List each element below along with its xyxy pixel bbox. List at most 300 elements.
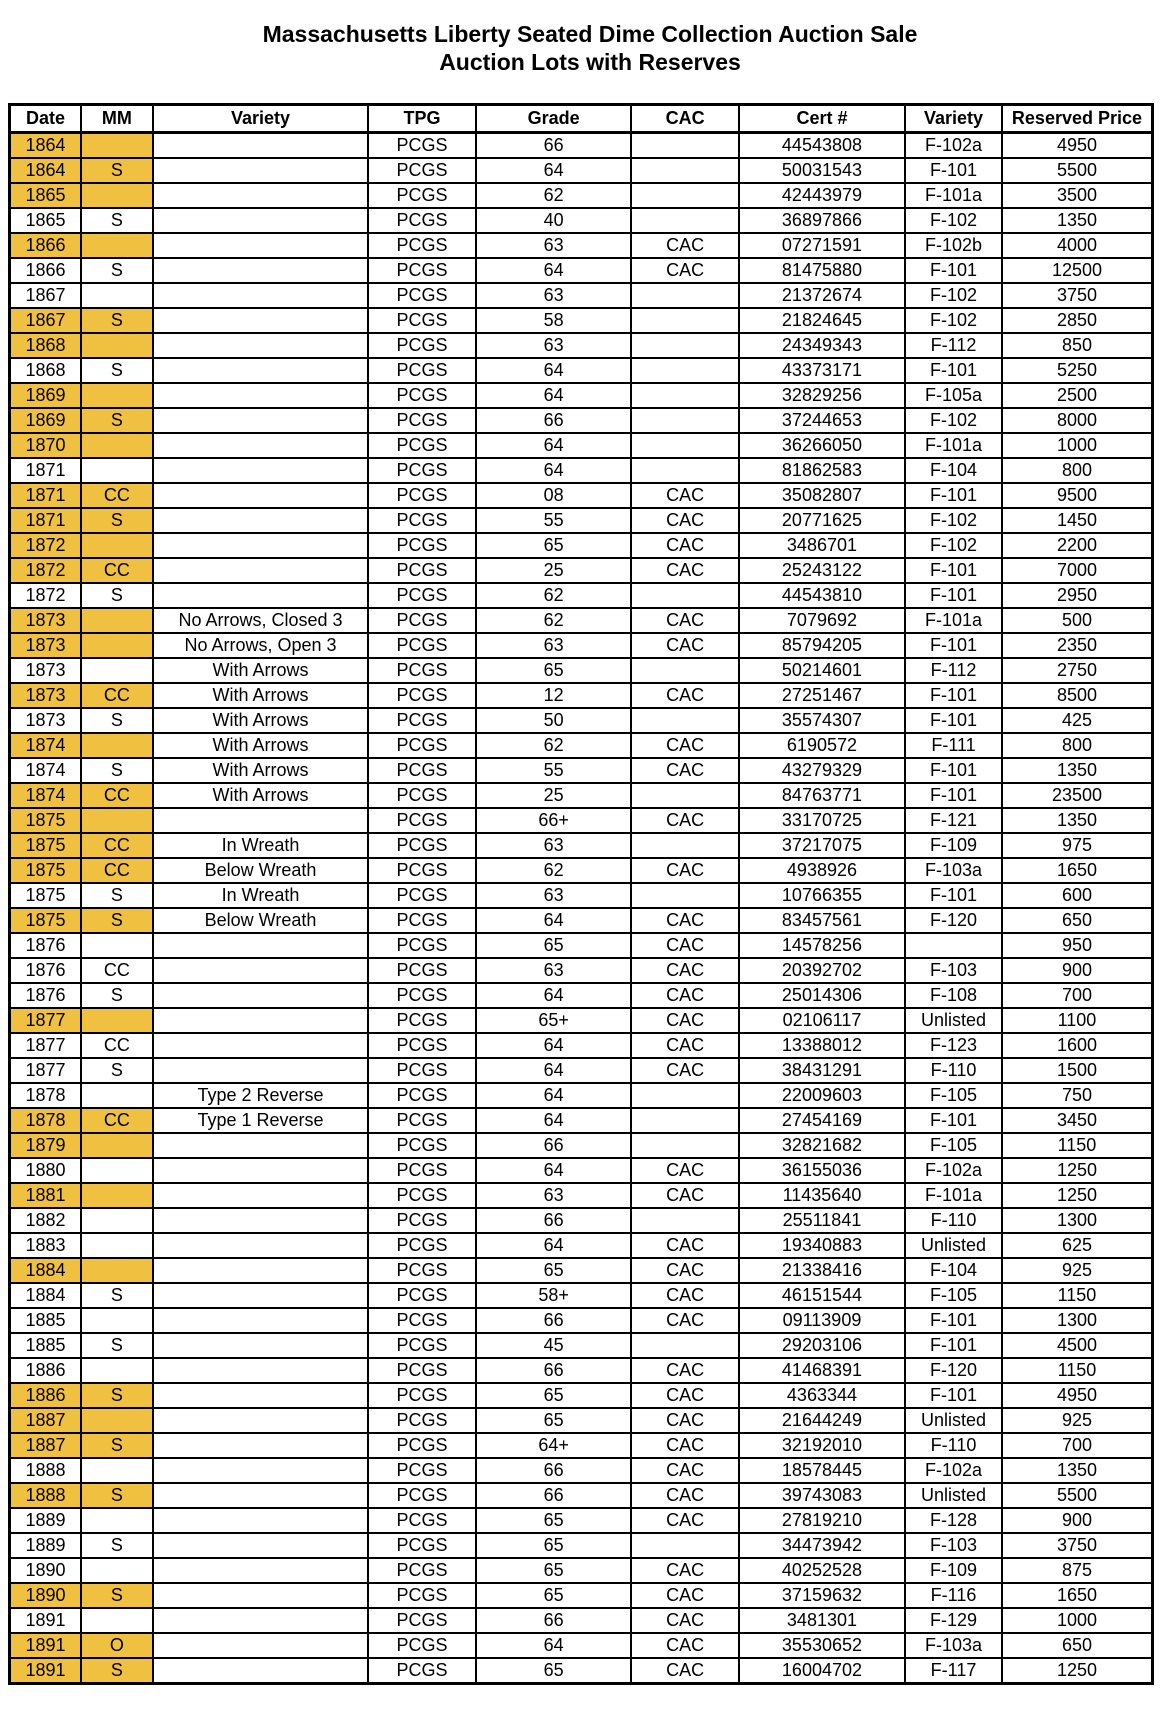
table-row <box>10 1158 1153 1183</box>
cell-mint-mark <box>81 1358 153 1383</box>
cell-variety <box>153 1458 369 1483</box>
table-row <box>10 1583 1153 1608</box>
cell-cac: CAC <box>631 1358 738 1383</box>
cell-date: 1883 <box>10 1233 82 1258</box>
cell-reserved-price: 750 <box>1002 1083 1153 1108</box>
cell-grade: 50 <box>476 708 632 733</box>
cell-grade: 65 <box>476 1258 632 1283</box>
cell-cac <box>631 1083 738 1108</box>
cell-date: 1873 <box>10 683 82 708</box>
cell-cac <box>631 383 738 408</box>
cell-date: 1876 <box>10 983 82 1008</box>
cell-mint-mark <box>81 1408 153 1433</box>
cell-date: 1869 <box>10 383 82 408</box>
cell-fortin-variety: F-101 <box>905 633 1002 658</box>
cell-cert-number: 27819210 <box>739 1508 905 1533</box>
cell-tpg: PCGS <box>368 1158 475 1183</box>
cell-cac: CAC <box>631 533 738 558</box>
cell-fortin-variety: F-109 <box>905 1558 1002 1583</box>
table-row <box>10 1058 1153 1083</box>
header-date: Date <box>10 105 82 133</box>
cell-mint-mark: S <box>81 158 153 183</box>
cell-grade: 55 <box>476 508 632 533</box>
cell-variety <box>153 233 369 258</box>
cell-mint-mark <box>81 283 153 308</box>
cell-variety <box>153 533 369 558</box>
cell-date: 1871 <box>10 508 82 533</box>
cell-variety <box>153 808 369 833</box>
cell-cac: CAC <box>631 508 738 533</box>
cell-date: 1869 <box>10 408 82 433</box>
cell-tpg: PCGS <box>368 1058 475 1083</box>
cell-cac: CAC <box>631 933 738 958</box>
cell-mint-mark <box>81 1258 153 1283</box>
table-row <box>10 708 1153 733</box>
cell-reserved-price: 1450 <box>1002 508 1153 533</box>
cell-mint-mark: S <box>81 883 153 908</box>
header-fortin-variety: Variety <box>905 105 1002 133</box>
table-row <box>10 433 1153 458</box>
cell-variety: With Arrows <box>153 708 369 733</box>
cell-cert-number: 4938926 <box>739 858 905 883</box>
cell-reserved-price: 2950 <box>1002 583 1153 608</box>
cell-cac <box>631 708 738 733</box>
table-row <box>10 533 1153 558</box>
cell-fortin-variety: F-102 <box>905 533 1002 558</box>
cell-variety: No Arrows, Open 3 <box>153 633 369 658</box>
cell-fortin-variety: Unlisted <box>905 1233 1002 1258</box>
table-row <box>10 408 1153 433</box>
cell-date: 1874 <box>10 783 82 808</box>
cell-cac <box>631 183 738 208</box>
cell-grade: 65 <box>476 533 632 558</box>
cell-cert-number: 21372674 <box>739 283 905 308</box>
cell-cac: CAC <box>631 958 738 983</box>
cell-cert-number: 27454169 <box>739 1108 905 1133</box>
cell-mint-mark: S <box>81 258 153 283</box>
cell-reserved-price: 3750 <box>1002 1533 1153 1558</box>
cell-tpg: PCGS <box>368 1008 475 1033</box>
cell-date: 1890 <box>10 1558 82 1583</box>
header-tpg: TPG <box>368 105 475 133</box>
cell-date: 1872 <box>10 533 82 558</box>
table-row <box>10 1008 1153 1033</box>
cell-cac <box>631 408 738 433</box>
cell-reserved-price: 1000 <box>1002 433 1153 458</box>
cell-variety <box>153 558 369 583</box>
cell-mint-mark <box>81 808 153 833</box>
cell-cac: CAC <box>631 758 738 783</box>
cell-reserved-price: 12500 <box>1002 258 1153 283</box>
cell-reserved-price: 800 <box>1002 733 1153 758</box>
cell-tpg: PCGS <box>368 1433 475 1458</box>
cell-tpg: PCGS <box>368 933 475 958</box>
cell-date: 1882 <box>10 1208 82 1233</box>
cell-variety: With Arrows <box>153 683 369 708</box>
cell-date: 1890 <box>10 1583 82 1608</box>
cell-grade: 63 <box>476 883 632 908</box>
cell-date: 1872 <box>10 558 82 583</box>
cell-date: 1880 <box>10 1158 82 1183</box>
cell-variety <box>153 408 369 433</box>
cell-fortin-variety: F-102 <box>905 208 1002 233</box>
cell-date: 1887 <box>10 1433 82 1458</box>
cell-cert-number: 37244653 <box>739 408 905 433</box>
cell-tpg: PCGS <box>368 633 475 658</box>
table-row <box>10 608 1153 633</box>
cell-grade: 64 <box>476 983 632 1008</box>
table-row <box>10 1333 1153 1358</box>
table-row <box>10 208 1153 233</box>
cell-cert-number: 44543810 <box>739 583 905 608</box>
cell-date: 1866 <box>10 258 82 283</box>
cell-reserved-price: 3750 <box>1002 283 1153 308</box>
cell-variety: Below Wreath <box>153 858 369 883</box>
cell-tpg: PCGS <box>368 1108 475 1133</box>
cell-grade: 63 <box>476 958 632 983</box>
table-row <box>10 1558 1153 1583</box>
cell-date: 1871 <box>10 458 82 483</box>
cell-cac <box>631 1108 738 1133</box>
cell-cac <box>631 333 738 358</box>
cell-date: 1884 <box>10 1283 82 1308</box>
cell-grade: 64 <box>476 1108 632 1133</box>
cell-tpg: PCGS <box>368 433 475 458</box>
cell-grade: 62 <box>476 858 632 883</box>
table-row <box>10 333 1153 358</box>
cell-reserved-price: 1500 <box>1002 1058 1153 1083</box>
cell-reserved-price: 900 <box>1002 958 1153 983</box>
cell-cac: CAC <box>631 733 738 758</box>
cell-variety <box>153 1483 369 1508</box>
cell-date: 1876 <box>10 958 82 983</box>
cell-variety <box>153 283 369 308</box>
cell-cert-number: 22009603 <box>739 1083 905 1108</box>
cell-cac: CAC <box>631 258 738 283</box>
cell-reserved-price: 925 <box>1002 1408 1153 1433</box>
cell-variety: With Arrows <box>153 758 369 783</box>
cell-fortin-variety: F-101 <box>905 1383 1002 1408</box>
cell-variety <box>153 333 369 358</box>
header-cert-number: Cert # <box>739 105 905 133</box>
cell-date: 1887 <box>10 1408 82 1433</box>
cell-cert-number: 14578256 <box>739 933 905 958</box>
cell-fortin-variety: F-123 <box>905 1033 1002 1058</box>
cell-variety <box>153 983 369 1008</box>
cell-tpg: PCGS <box>368 308 475 333</box>
cell-reserved-price: 975 <box>1002 833 1153 858</box>
cell-grade: 65 <box>476 658 632 683</box>
cell-tpg: PCGS <box>368 333 475 358</box>
cell-date: 1889 <box>10 1508 82 1533</box>
cell-fortin-variety: F-101 <box>905 358 1002 383</box>
table-row <box>10 983 1153 1008</box>
table-row <box>10 1658 1153 1684</box>
cell-mint-mark: CC <box>81 683 153 708</box>
cell-cert-number: 21644249 <box>739 1408 905 1433</box>
cell-cac <box>631 158 738 183</box>
table-row <box>10 583 1153 608</box>
cell-reserved-price: 650 <box>1002 1633 1153 1658</box>
cell-date: 1884 <box>10 1258 82 1283</box>
cell-tpg: PCGS <box>368 983 475 1008</box>
cell-reserved-price: 700 <box>1002 1433 1153 1458</box>
cell-date: 1888 <box>10 1458 82 1483</box>
cell-variety <box>153 1308 369 1333</box>
cell-date: 1867 <box>10 283 82 308</box>
table-row <box>10 1208 1153 1233</box>
cell-tpg: PCGS <box>368 1658 475 1684</box>
cell-tpg: PCGS <box>368 1333 475 1358</box>
cell-fortin-variety: F-101 <box>905 683 1002 708</box>
cell-cert-number: 32192010 <box>739 1433 905 1458</box>
cell-reserved-price: 2200 <box>1002 533 1153 558</box>
cell-cac: CAC <box>631 1183 738 1208</box>
cell-cert-number: 43279329 <box>739 758 905 783</box>
cell-fortin-variety: F-101a <box>905 433 1002 458</box>
cell-fortin-variety: F-101 <box>905 558 1002 583</box>
table-row <box>10 958 1153 983</box>
table-row <box>10 1383 1153 1408</box>
cell-grade: 66 <box>476 133 632 159</box>
cell-cert-number: 24349343 <box>739 333 905 358</box>
cell-tpg: PCGS <box>368 558 475 583</box>
cell-tpg: PCGS <box>368 1283 475 1308</box>
cell-mint-mark: S <box>81 983 153 1008</box>
cell-date: 1874 <box>10 733 82 758</box>
cell-grade: 25 <box>476 558 632 583</box>
cell-tpg: PCGS <box>368 383 475 408</box>
cell-cert-number: 50031543 <box>739 158 905 183</box>
cell-cac <box>631 283 738 308</box>
cell-cert-number: 32829256 <box>739 383 905 408</box>
cell-fortin-variety: Unlisted <box>905 1483 1002 1508</box>
cell-mint-mark <box>81 1083 153 1108</box>
cell-mint-mark: S <box>81 358 153 383</box>
cell-tpg: PCGS <box>368 783 475 808</box>
cell-date: 1870 <box>10 433 82 458</box>
cell-variety: With Arrows <box>153 658 369 683</box>
cell-grade: 66 <box>476 1458 632 1483</box>
cell-tpg: PCGS <box>368 1408 475 1433</box>
cell-tpg: PCGS <box>368 508 475 533</box>
cell-tpg: PCGS <box>368 833 475 858</box>
cell-reserved-price: 4500 <box>1002 1333 1153 1358</box>
cell-date: 1873 <box>10 658 82 683</box>
table-row <box>10 133 1153 159</box>
table-row <box>10 633 1153 658</box>
cell-grade: 64 <box>476 908 632 933</box>
cell-grade: 65 <box>476 1558 632 1583</box>
table-row <box>10 558 1153 583</box>
cell-variety <box>153 1333 369 1358</box>
cell-reserved-price: 1650 <box>1002 858 1153 883</box>
cell-cert-number: 18578445 <box>739 1458 905 1483</box>
cell-mint-mark <box>81 1608 153 1633</box>
cell-cac: CAC <box>631 683 738 708</box>
table-row <box>10 258 1153 283</box>
cell-fortin-variety: F-102a <box>905 133 1002 159</box>
cell-fortin-variety: F-101 <box>905 258 1002 283</box>
cell-fortin-variety: F-111 <box>905 733 1002 758</box>
cell-variety <box>153 508 369 533</box>
cell-mint-mark <box>81 433 153 458</box>
cell-tpg: PCGS <box>368 1133 475 1158</box>
cell-reserved-price: 1600 <box>1002 1033 1153 1058</box>
table-row <box>10 483 1153 508</box>
table-row <box>10 508 1153 533</box>
cell-fortin-variety: F-101 <box>905 1308 1002 1333</box>
cell-tpg: PCGS <box>368 883 475 908</box>
cell-date: 1866 <box>10 233 82 258</box>
cell-cac <box>631 433 738 458</box>
cell-fortin-variety: F-101 <box>905 583 1002 608</box>
cell-tpg: PCGS <box>368 908 475 933</box>
table-row <box>10 1083 1153 1108</box>
table-row <box>10 1408 1153 1433</box>
cell-reserved-price: 1000 <box>1002 1608 1153 1633</box>
cell-fortin-variety: F-112 <box>905 333 1002 358</box>
table-row <box>10 308 1153 333</box>
cell-tpg: PCGS <box>368 1458 475 1483</box>
cell-mint-mark: S <box>81 508 153 533</box>
cell-cert-number: 32821682 <box>739 1133 905 1158</box>
table-row <box>10 683 1153 708</box>
cell-grade: 63 <box>476 633 632 658</box>
cell-tpg: PCGS <box>368 808 475 833</box>
cell-mint-mark: S <box>81 1283 153 1308</box>
table-row <box>10 908 1153 933</box>
cell-variety <box>153 133 369 159</box>
cell-reserved-price: 5500 <box>1002 158 1153 183</box>
cell-cac <box>631 583 738 608</box>
cell-mint-mark: S <box>81 208 153 233</box>
cell-fortin-variety: F-102a <box>905 1458 1002 1483</box>
cell-grade: 64 <box>476 258 632 283</box>
cell-grade: 63 <box>476 833 632 858</box>
cell-variety <box>153 1058 369 1083</box>
cell-variety <box>153 208 369 233</box>
cell-mint-mark <box>81 933 153 958</box>
cell-variety: Below Wreath <box>153 908 369 933</box>
cell-cert-number: 25511841 <box>739 1208 905 1233</box>
cell-grade: 66 <box>476 1358 632 1383</box>
table-row <box>10 458 1153 483</box>
cell-cert-number: 43373171 <box>739 358 905 383</box>
cell-variety <box>153 933 369 958</box>
cell-fortin-variety: F-116 <box>905 1583 1002 1608</box>
cell-cac <box>631 208 738 233</box>
cell-fortin-variety: F-105a <box>905 383 1002 408</box>
cell-mint-mark <box>81 133 153 159</box>
cell-fortin-variety: F-104 <box>905 458 1002 483</box>
cell-cac: CAC <box>631 633 738 658</box>
table-row <box>10 733 1153 758</box>
cell-variety <box>153 483 369 508</box>
cell-cac <box>631 883 738 908</box>
table-row <box>10 1258 1153 1283</box>
cell-fortin-variety: F-101a <box>905 608 1002 633</box>
cell-fortin-variety: F-102 <box>905 283 1002 308</box>
cell-reserved-price: 1250 <box>1002 1158 1153 1183</box>
cell-variety: With Arrows <box>153 783 369 808</box>
cell-fortin-variety: F-101 <box>905 1108 1002 1133</box>
cell-cac: CAC <box>631 1233 738 1258</box>
cell-reserved-price: 1300 <box>1002 1308 1153 1333</box>
title-block <box>0 20 1161 76</box>
cell-tpg: PCGS <box>368 458 475 483</box>
cell-variety <box>153 1533 369 1558</box>
cell-grade: 66 <box>476 1133 632 1158</box>
cell-cert-number: 13388012 <box>739 1033 905 1058</box>
cell-reserved-price: 2750 <box>1002 658 1153 683</box>
cell-mint-mark <box>81 633 153 658</box>
cell-tpg: PCGS <box>368 283 475 308</box>
cell-date: 1881 <box>10 1183 82 1208</box>
cell-cac <box>631 658 738 683</box>
cell-variety <box>153 433 369 458</box>
cell-cert-number: 3481301 <box>739 1608 905 1633</box>
table-row <box>10 1533 1153 1558</box>
cell-cac: CAC <box>631 1308 738 1333</box>
cell-reserved-price: 5500 <box>1002 1483 1153 1508</box>
cell-mint-mark: CC <box>81 483 153 508</box>
cell-grade: 55 <box>476 758 632 783</box>
cell-fortin-variety: F-102 <box>905 308 1002 333</box>
cell-mint-mark <box>81 1008 153 1033</box>
table-row <box>10 858 1153 883</box>
cell-variety <box>153 1183 369 1208</box>
cell-cert-number: 20392702 <box>739 958 905 983</box>
cell-reserved-price: 3500 <box>1002 183 1153 208</box>
cell-date: 1875 <box>10 833 82 858</box>
cell-grade: 65+ <box>476 1008 632 1033</box>
page-title: Massachusetts Liberty Seated Dime Collection Auction Sale <box>262 21 918 47</box>
cell-date: 1864 <box>10 133 82 159</box>
table-row <box>10 283 1153 308</box>
table-header-row <box>10 105 1153 133</box>
cell-cac: CAC <box>631 1508 738 1533</box>
cell-tpg: PCGS <box>368 1483 475 1508</box>
cell-date: 1878 <box>10 1083 82 1108</box>
cell-fortin-variety: F-102 <box>905 408 1002 433</box>
table-row <box>10 658 1153 683</box>
header-cac: CAC <box>631 105 738 133</box>
cell-date: 1875 <box>10 883 82 908</box>
cell-cert-number: 19340883 <box>739 1233 905 1258</box>
cell-mint-mark: CC <box>81 558 153 583</box>
cell-mint-mark: S <box>81 1058 153 1083</box>
cell-tpg: PCGS <box>368 233 475 258</box>
cell-reserved-price: 9500 <box>1002 483 1153 508</box>
cell-mint-mark: S <box>81 308 153 333</box>
cell-grade: 64 <box>476 158 632 183</box>
cell-date: 1891 <box>10 1633 82 1658</box>
cell-cac: CAC <box>631 1408 738 1433</box>
auction-lots-table <box>8 103 1154 1685</box>
cell-cert-number: 83457561 <box>739 908 905 933</box>
cell-reserved-price: 925 <box>1002 1258 1153 1283</box>
cell-cert-number: 44543808 <box>739 133 905 159</box>
table-row <box>10 1358 1153 1383</box>
cell-cac <box>631 308 738 333</box>
cell-tpg: PCGS <box>368 1308 475 1333</box>
cell-cac: CAC <box>631 1583 738 1608</box>
cell-fortin-variety: F-110 <box>905 1433 1002 1458</box>
cell-fortin-variety: F-103a <box>905 858 1002 883</box>
cell-fortin-variety: F-108 <box>905 983 1002 1008</box>
cell-mint-mark: S <box>81 1383 153 1408</box>
